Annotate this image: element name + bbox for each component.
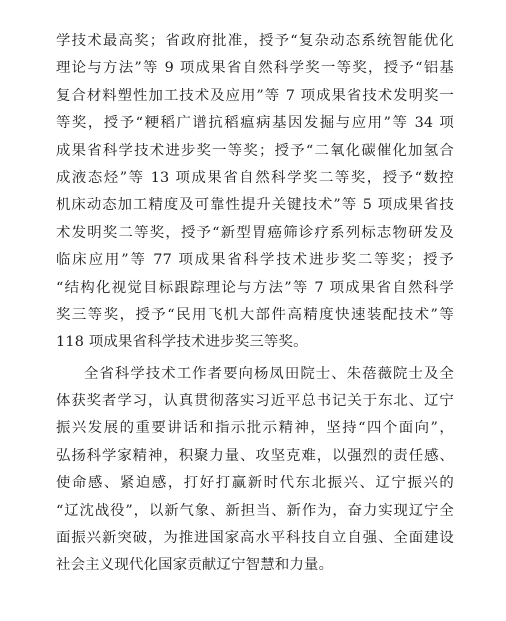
text-line: 弘扬科学家精神，积聚力量、攻坚克难，以强烈的责任感、 (56, 447, 454, 464)
text-line: 复合材料塑性加工技术及应用”等 7 项成果省技术发明奖一 (56, 87, 454, 104)
text-line: 成液态烃”等 13 项成果省自然科学奖二等奖，授予“数控 (56, 169, 454, 186)
text-line: 奖三等奖，授予“民用飞机大部件高精度快速装配技术”等 (56, 306, 454, 323)
text-line: 术发明奖二等奖，授予“新型胃癌筛诊疗系列标志物研发及 (56, 224, 454, 241)
text-line: 成果省科学技术进步奖一等奖；授予“二氧化碳催化加氢合 (56, 142, 454, 159)
text-line: 理论与方法”等 9 项成果省自然科学奖一等奖，授予“铝基 (56, 60, 454, 77)
paragraph-call-to-action (56, 361, 454, 580)
text-line: 临床应用”等 77 项成果省科学技术进步奖二等奖；授予 (56, 252, 454, 269)
text-line: 振兴发展的重要讲话和指示批示精神，坚持“四个面向”， (56, 420, 454, 437)
text-line: 体获奖者学习，认真贯彻落实习近平总书记关于东北、辽宁 (56, 393, 454, 410)
text-line-last: 社会主义现代化国家贡献辽宁智慧和力量。 (56, 557, 334, 574)
text-line: 使命感、紧迫感，打好打赢新时代东北振兴、辽宁振兴的 (56, 475, 454, 492)
paragraph-awards (56, 28, 454, 357)
text-line: 学技术最高奖；省政府批准，授予“复杂动态系统智能优化 (56, 33, 454, 49)
document-body (56, 28, 454, 580)
text-line-last: 118 项成果省科学技术进步奖三等奖。 (56, 334, 308, 351)
text-line-first: 全省科学技术工作者要向杨凤田院士、朱蓓薇院士及全 (84, 365, 454, 382)
text-line: 等奖，授予“粳稻广谱抗稻瘟病基因发掘与应用”等 34 项 (56, 115, 454, 132)
text-line: “辽沈战役”，以新气象、新担当、新作为，奋力实现辽宁全 (56, 502, 454, 519)
text-line: 面振兴新突破，为推进国家高水平科技自立自强、全面建设 (56, 530, 454, 547)
text-line: “结构化视觉目标跟踪理论与方法”等 7 项成果省自然科学 (56, 279, 454, 296)
text-line: 机床动态加工精度及可靠性提升关键技术”等 5 项成果省技 (56, 197, 454, 214)
